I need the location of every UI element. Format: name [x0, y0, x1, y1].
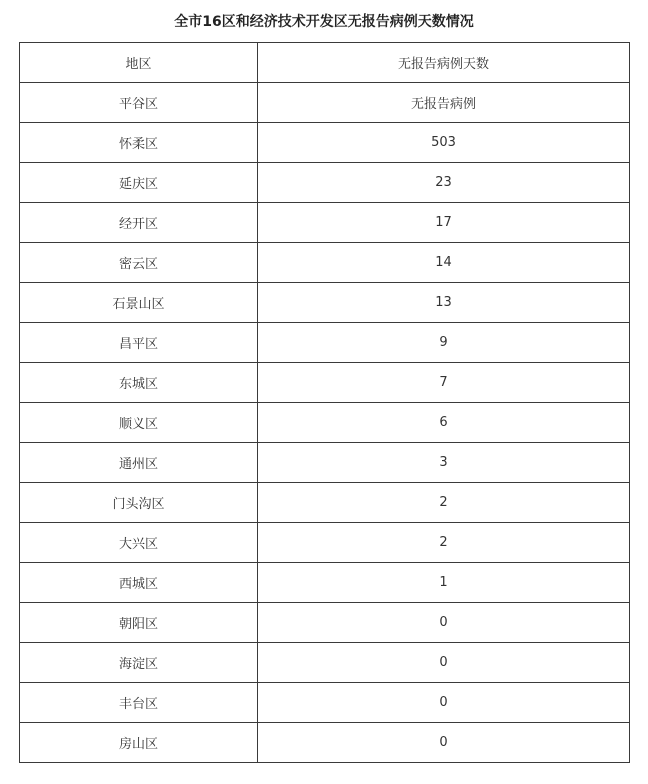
- days-cell: 0: [258, 643, 630, 683]
- table-body: [20, 83, 630, 763]
- days-cell: 0: [258, 683, 630, 723]
- days-cell: 0: [258, 723, 630, 763]
- table-header: [20, 43, 630, 83]
- table-row: [20, 403, 630, 443]
- days-cell: 0: [258, 603, 630, 643]
- table-row: [20, 203, 630, 243]
- table-row: [20, 363, 630, 403]
- days-cell: 503: [258, 123, 630, 163]
- days-cell: 2: [258, 483, 630, 523]
- days-cell: 7: [258, 363, 630, 403]
- days-cell: 17: [258, 203, 630, 243]
- days-cell: 6: [258, 403, 630, 443]
- table-row: [20, 563, 630, 603]
- table-row: [20, 283, 630, 323]
- days-cell: 13: [258, 283, 630, 323]
- days-cell: 无报告病例: [258, 83, 630, 123]
- table-row: [20, 243, 630, 283]
- district-cell: 门头沟区: [20, 483, 258, 523]
- district-cell: 海淀区: [20, 643, 258, 683]
- district-cell: 顺义区: [20, 403, 258, 443]
- table-row: [20, 123, 630, 163]
- district-cell: 石景山区: [20, 283, 258, 323]
- district-cell: 平谷区: [20, 83, 258, 123]
- days-cell: 3: [258, 443, 630, 483]
- table-row: [20, 523, 630, 563]
- table-row: [20, 163, 630, 203]
- table-row: [20, 483, 630, 523]
- table-row: [20, 603, 630, 643]
- district-cell: 密云区: [20, 243, 258, 283]
- table-row: [20, 643, 630, 683]
- district-cell: 大兴区: [20, 523, 258, 563]
- district-cell: 经开区: [20, 203, 258, 243]
- district-cell: 房山区: [20, 723, 258, 763]
- district-cell: 昌平区: [20, 323, 258, 363]
- district-cell: 延庆区: [20, 163, 258, 203]
- days-cell: 23: [258, 163, 630, 203]
- days-cell: 9: [258, 323, 630, 363]
- days-cell: 2: [258, 523, 630, 563]
- table-row: [20, 683, 630, 723]
- district-cell: 丰台区: [20, 683, 258, 723]
- days-cell: 1: [258, 563, 630, 603]
- district-cell: 怀柔区: [20, 123, 258, 163]
- column-header-days: 无报告病例天数: [258, 43, 630, 83]
- district-cell: 东城区: [20, 363, 258, 403]
- table-header-row: [20, 43, 630, 83]
- column-header-district: 地区: [20, 43, 258, 83]
- page-title: 全市16区和经济技术开发区无报告病例天数情况: [174, 14, 474, 30]
- district-cell: 朝阳区: [20, 603, 258, 643]
- stats-table: [19, 42, 630, 763]
- table-row: [20, 83, 630, 123]
- table-row: [20, 323, 630, 363]
- district-cell: 西城区: [20, 563, 258, 603]
- table-row: [20, 723, 630, 763]
- table-row: [20, 443, 630, 483]
- days-cell: 14: [258, 243, 630, 283]
- district-cell: 通州区: [20, 443, 258, 483]
